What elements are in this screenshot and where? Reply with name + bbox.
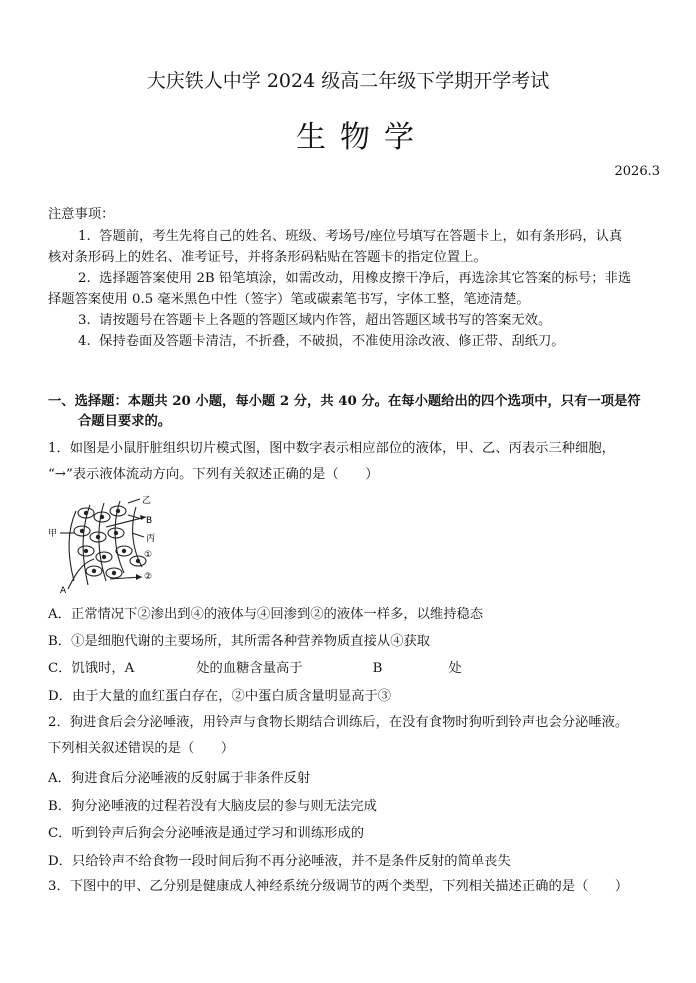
q2-option-a: A．狗进食后分泌唾液的反射属于非条件反射 [48, 771, 311, 786]
notice-item-4: 4. 保持卷面及答题卡清洁，不折叠，不破损，不准使用涂改液、修正带、刮纸刀。 [78, 334, 565, 349]
q2-option-d: D．只给铃声不给食物一段时间后狗不再分泌唾液，并不是条件反射的简单丧失 [48, 854, 511, 869]
q1-option-b: B．①是细胞代谢的主要场所，其所需各种营养物质直接从④获取 [48, 634, 431, 649]
q2-stem-line2: 下列相关叙述错误的是（ ） [48, 741, 235, 756]
subject-title: 生物学 [296, 120, 428, 155]
notice-item-1-line2: 核对条形码上的姓名、准考证号，并将条形码粘贴在答题卡的指定位置上。 [48, 250, 487, 265]
q1-stem-line2: “→”表示液体流动方向。下列有关叙述正确的是（ ） [48, 467, 379, 482]
section-heading-line1: 一、选择题：本题共 20 小题，每小题 2 分，共 40 分。在每小题给出的四个选项中，只有一项是符 [48, 394, 641, 409]
q1-option-c: C．饥饿时，A 处的血糖含量高于 B 处 [48, 661, 462, 676]
figure-label-jia: 甲 [48, 529, 58, 539]
notice-heading: 注意事项： [48, 207, 115, 222]
q3-stem: 3．下图中的甲、乙分别是健康成人神经系统分级调节的两个类型，下列相关描述正确的是（ ） [48, 879, 629, 894]
figure-label-A: A [60, 586, 67, 596]
figure-label-yi: 乙 [142, 496, 152, 506]
q2-option-b: B．狗分泌唾液的过程若没有大脑皮层的参与则无法完成 [48, 799, 377, 814]
q2-option-c: C．听到铃声后狗会分泌唾液是通过学习和训练形成的 [48, 826, 365, 841]
q1-option-a: A．正常情况下②渗出到④的液体与④回渗到②的液体一样多，以维持稳态 [48, 607, 484, 622]
exam-title: 大庆铁人中学 2024 级高二年级下学期开学考试 [146, 70, 550, 92]
notice-item-1-line1: 1. 答题前，考生先将自己的姓名、班级、考场号/座位号填写在答题卡上，如有条形码，认真 [78, 229, 623, 244]
figure-label-bing: 丙 [146, 534, 156, 544]
q2-stem-line1: 2．狗进食后会分泌唾液，用铃声与食物长期结合训练后，在没有食物时狗听到铃声也会分泌唾液。 [48, 715, 629, 730]
figure-label-B: B [146, 516, 153, 526]
section-heading-line2: 合题目要求的。 [78, 414, 172, 429]
notice-item-2-line1: 2. 选择题答案使用 2B 铅笔填涂，如需改动，用橡皮擦干净后，再选涂其它答案的标号；非选 [78, 271, 632, 286]
q1-stem-line1: 1．如图是小鼠肝脏组织切片模式图，图中数字表示相应部位的液体，甲、乙、丙表示三种细胞， [48, 441, 615, 456]
figure-label-1: ① [144, 550, 153, 560]
notice-item-2-line2: 择题答案使用 0.5 毫米黑色中性（签字）笔或碳素笔书写，字体工整，笔迹清楚。 [48, 292, 530, 307]
q1-option-d: D．由于大量的血红蛋白存在，②中蛋白质含量明显高于③ [48, 689, 392, 704]
exam-date: 2026.3 [614, 164, 660, 179]
liver-tissue-figure [46, 493, 166, 597]
figure-label-2: ② [144, 572, 153, 582]
notice-item-3: 3. 请按题号在答题卡上各题的答题区域内作答，超出答题区域书写的答案无效。 [78, 313, 552, 328]
